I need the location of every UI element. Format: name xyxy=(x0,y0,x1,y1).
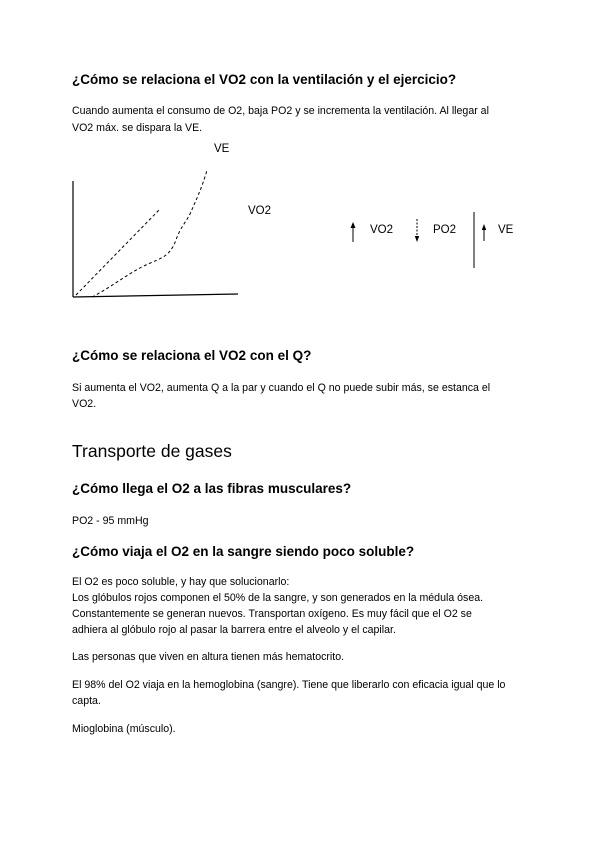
relation-label-vo2: VO2 xyxy=(370,224,394,236)
graph-label-vo2: VO2 xyxy=(248,205,272,217)
paragraph-hematocrito: Las personas que viven en altura tienen más hematocrito. xyxy=(72,651,345,663)
heading-o2-fibras: ¿Cómo llega el O2 a las fibras musculares? xyxy=(72,481,352,496)
paragraph-hemoglobina-line-2: capta. xyxy=(72,695,101,707)
paragraph-o2-sangre-line-2: Los glóbulos rojos componen el 50% de la sangre, y son generados en la médula ósea. xyxy=(72,592,484,604)
vo2-up-arrow-icon xyxy=(351,222,356,242)
paragraph-vo2-q-line-1: Si aumenta el VO2, aumenta Q a la par y cuando el Q no puede subir más, se estanca el xyxy=(72,382,491,394)
ve-up-arrow-icon xyxy=(482,224,486,241)
paragraph-vo2-ventilacion-line-1: Cuando aumenta el consumo de O2, baja PO2 y se incrementa la ventilación. Al llegar al xyxy=(72,105,489,117)
paragraph-vo2-ventilacion-line-2: VO2 máx. se dispara la VE. xyxy=(72,122,203,134)
paragraph-vo2-q-line-2: VO2. xyxy=(72,398,97,410)
po2-down-arrow-icon xyxy=(415,219,419,242)
heading-o2-sangre: ¿Cómo viaja el O2 en la sangre siendo poco soluble? xyxy=(72,544,415,559)
heading-vo2-q: ¿Cómo se relaciona el VO2 con el Q? xyxy=(72,348,312,363)
paragraph-o2-sangre-line-4: adhiera al glóbulo rojo al pasar la barrera entre el alveolo y el capilar. xyxy=(72,624,396,636)
paragraph-mioglobina: Mioglobina (músculo). xyxy=(72,723,176,735)
paragraph-hemoglobina-line-1: El 98% del O2 viaja en la hemoglobina (sangre). Tiene que liberarlo con eficacia igual que lo xyxy=(72,679,506,691)
graph-label-ve: VE xyxy=(214,143,230,155)
section-title-transporte: Transporte de gases xyxy=(72,441,232,461)
paragraph-o2-sangre-line-3: Constantemente se generan nuevos. Transportan oxígeno. Es muy fácil que el O2 se xyxy=(72,608,472,620)
paragraph-o2-sangre-line-1: El O2 es poco soluble, y hay que solucionarlo: xyxy=(72,576,290,588)
relation-label-ve: VE xyxy=(498,224,514,236)
relation-label-po2: PO2 xyxy=(433,224,457,236)
paragraph-po2-value: PO2 - 95 mmHg xyxy=(72,515,149,527)
heading-vo2-ventilacion: ¿Cómo se relaciona el VO2 con la ventilación y el ejercicio? xyxy=(72,72,457,87)
